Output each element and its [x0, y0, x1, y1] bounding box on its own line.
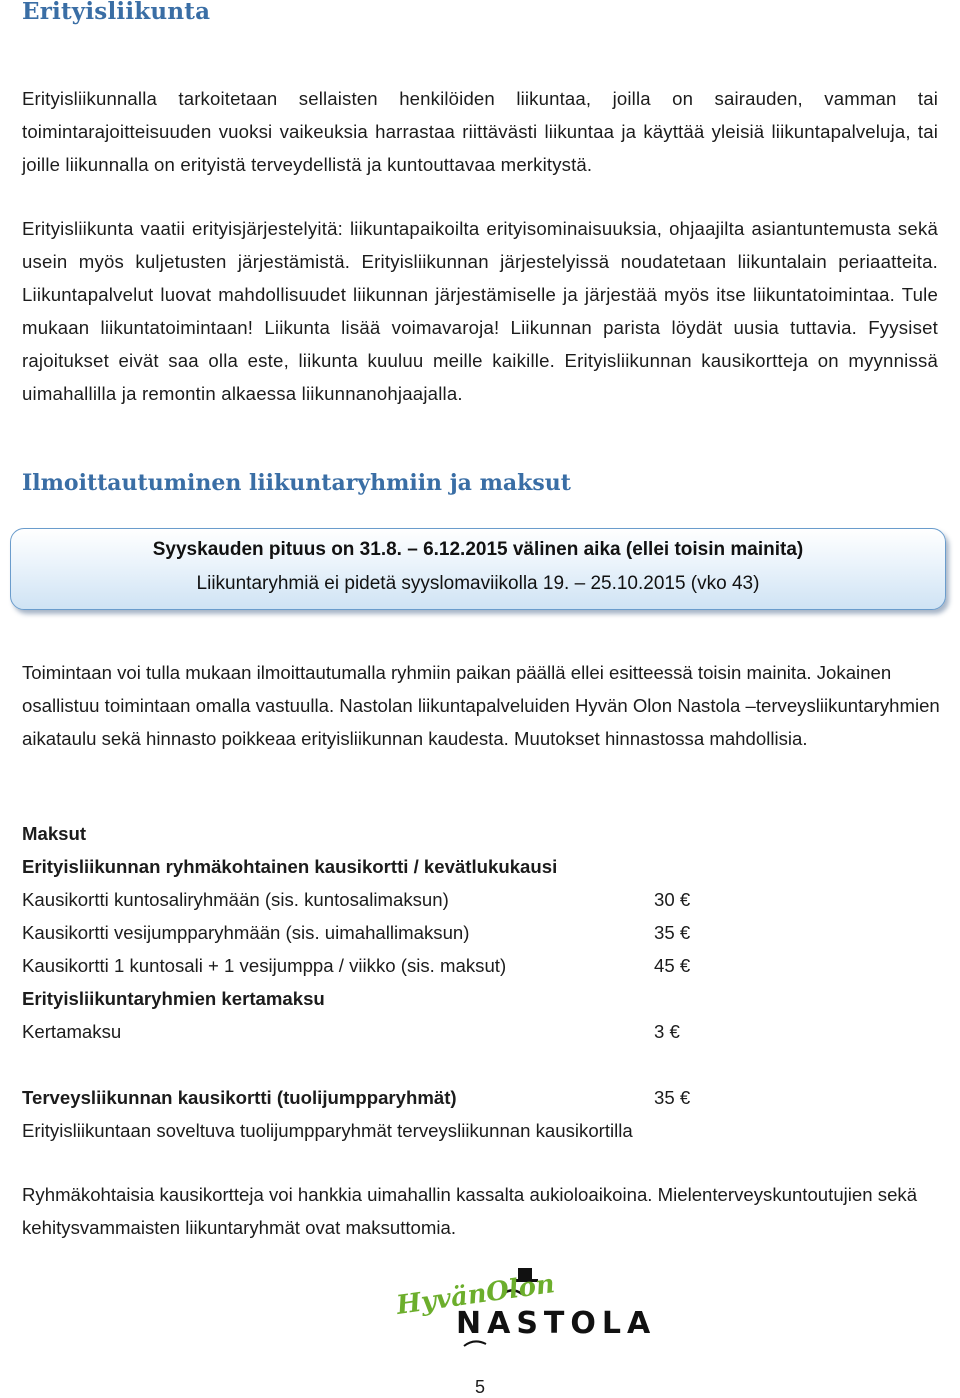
- fee-price: 45 €: [654, 955, 691, 976]
- single-fee-price: 3 €: [654, 1021, 680, 1042]
- fee-price: 30 €: [654, 889, 691, 910]
- fees-section: [22, 817, 942, 1147]
- fees-title: Maksut: [22, 823, 87, 844]
- single-fee-label: Kertamaksu: [22, 1021, 122, 1042]
- season-card-heading: Erityisliikunnan ryhmäkohtainen kausikortti / kevätlukukausi: [22, 856, 558, 877]
- single-fee-heading-row: [22, 982, 942, 1015]
- details-paragraph: Erityisliikunta vaatii erityisjärjestelyitä: liikuntapaikoilta erityisominaisuuksia, ohjaajilta asiantuntemusta sekä usein myös kuljetusten järjestämistä. Erityisliikunnan järjestelyissä noudatetaan liikuntalain periaatteita. Liikuntapalvelut luovat mahdollisuudet liikunnan järjestämiselle ja järjestää myös itse liikuntatoimintaa. Tule mukaan liikuntatoimintaan! Liikunta lisää voimavaroja! Liikunnan parista löydät uusia tuttavia. Fyysiset rajoitukset eivät saa olla este, liikunta kuuluu meille kaikille. Erityisliikunnan kausikortteja on myynnissä uimahallilla ja remontin alkaessa liikunnanohjaajalla.: [22, 218, 938, 404]
- intro-paragraph: Erityisliikunnalla tarkoitetaan sellaisten henkilöiden liikuntaa, joilla on sairauden, vamman tai toimintarajoitteisuuden vuoksi vaikeuksia harrastaa riittävästi liikuntaa ja käyttää yleisiä liikuntapalveluja, tai joille liikunnalla on erityistä terveydellistä ja kuntouttavaa merkitystä.: [22, 88, 938, 175]
- fee-label: Kausikortti 1 kuntosali + 1 vesijumppa / viikko (sis. maksut): [22, 955, 507, 976]
- health-card-label: Terveysliikunnan kausikortti (tuolijumpparyhmät): [22, 1087, 457, 1108]
- logo-text-nastola: NASTOLA: [456, 1306, 657, 1341]
- autumn-break-text: Liikuntaryhmiä ei pidetä syyslomaviikolla 19. – 25.10.2015 (vko 43): [196, 573, 760, 594]
- health-card-note: Erityisliikuntaan soveltuva tuolijumpparyhmät terveysliikunnan kausikortilla: [22, 1120, 633, 1141]
- fee-price: 35 €: [654, 922, 691, 943]
- season-info-box: [10, 528, 946, 610]
- fee-row: [22, 883, 942, 916]
- registration-paragraph: Toimintaan voi tulla mukaan ilmoittautumalla ryhmiin paikan päällä ellei esitteessä toisin mainita. Jokainen osallistuu toimintaan omalla vastuulla. Nastolan liikuntapalveluiden Hyvän Olon Nastola –terveysliikuntaryhmien aikataulu sekä hinnasto poikkeaa erityisliikunnan kaudesta. Muutokset hinnastossa mahdollisia.: [22, 662, 940, 749]
- closing-paragraph: Ryhmäkohtaisia kausikortteja voi hankkia uimahallin kassalta aukioloaikoina. Mielenterveyskuntoutujien sekä kehitysvammaisten liikuntaryhmät ovat maksuttomia.: [22, 1184, 918, 1238]
- health-card-price: 35 €: [654, 1087, 691, 1108]
- fee-row: [22, 916, 942, 949]
- season-length-text: Syyskauden pituus on 31.8. – 6.12.2015 välinen aika (ellei toisin mainita): [152, 539, 804, 560]
- season-card-heading-row: [22, 850, 942, 883]
- registration-heading: Ilmoittautuminen liikuntaryhmiin ja maksut: [22, 470, 571, 496]
- hyvan-olon-nastola-logo: [394, 1262, 657, 1354]
- single-fee-row: [22, 1015, 942, 1048]
- fee-label: Kausikortti vesijumpparyhmään (sis. uimahallimaksun): [22, 922, 470, 943]
- page-title: Erityisliikunta: [22, 0, 211, 25]
- fees-title-row: [22, 817, 942, 850]
- fee-label: Kausikortti kuntosaliryhmään (sis. kuntosalimaksun): [22, 889, 449, 910]
- health-note-row: [22, 1114, 942, 1147]
- health-card-row: [22, 1081, 942, 1114]
- logo-text-hyvan-olon: HyvänOlon: [394, 1269, 557, 1321]
- single-fee-heading: Erityisliikuntaryhmien kertamaksu: [22, 988, 325, 1009]
- spacer: [22, 1048, 942, 1081]
- fee-row: [22, 949, 942, 982]
- page-number: 5: [474, 1377, 485, 1397]
